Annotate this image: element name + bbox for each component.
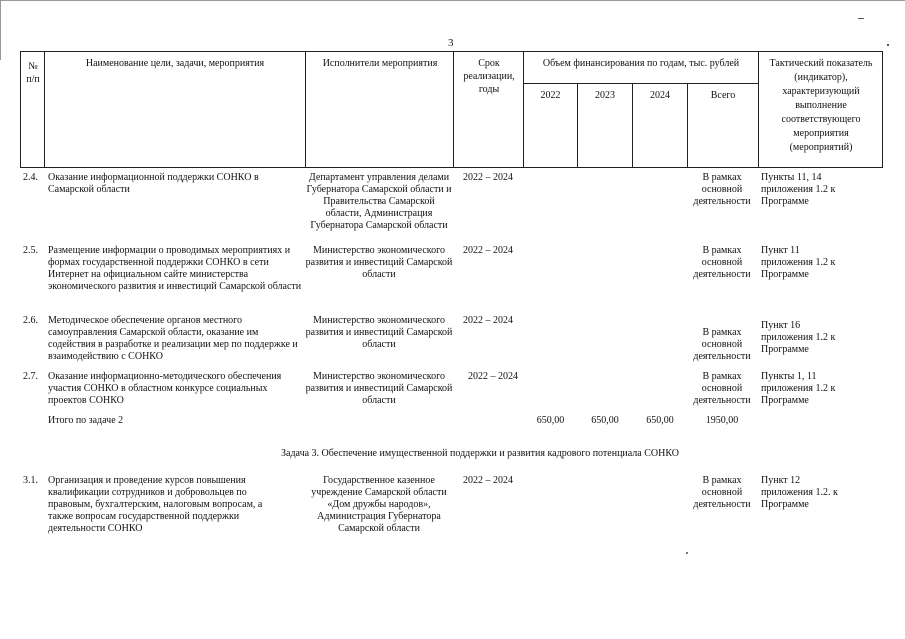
row-3-1-total: В рамках основной деятельности [693,475,751,510]
scan-edge-top [0,0,905,1]
row-2-7-name: Оказание информационно-методического обеспечения участия СОНКО в областном конкурсе социальных проектов СОНКО [48,371,282,406]
row-2-5-total: В рамках основной деятельности [693,245,751,280]
header-num: № п/п [26,61,40,85]
col-border-9 [882,51,883,168]
row-2-6-num: 2.6. [23,315,38,326]
scan-speck [887,44,889,46]
subtotal-label: Итого по задаче 2 [48,415,124,426]
row-2-5-indicator: Пункт 11 приложения 1.2 к Программе [761,245,836,280]
header-2023: 2023 [595,90,615,101]
funding-subheader-border [523,83,759,84]
row-2-4-executors: Департамент управления делами Губернатора Самарской области и Правительства Самарской области, Администрация Губернатора Самарской области [306,172,452,231]
table-header-bottom-border [20,167,883,168]
row-2-7-total: В рамках основной деятельности [693,371,751,406]
row-3-1-term: 2022 – 2024 [463,475,513,486]
header-term: Срок реализации, годы [463,58,515,95]
subtotal-total: 1950,00 [705,415,739,426]
subtotal-2024: 650,00 [646,415,674,426]
col-border-4 [523,51,524,168]
header-name: Наименование цели, задачи, мероприятия [85,58,265,69]
col-border-8 [758,51,759,168]
subtotal-2023: 650,00 [591,415,619,426]
row-2-6-indicator: Пункт 16 приложения 1.2 к Программе [761,320,836,355]
col-border-0 [20,51,21,168]
row-3-1-name: Организация и проведение курсов повышения квалификации сотрудников и добровольцев по правовым, бухгалтерским, налоговым вопросам, а также вопросам государственной поддержки деятельности СОНКО [48,475,263,534]
row-3-1-num: 3.1. [23,475,38,486]
row-2-5-executors: Министерство экономического развития и инвестиций Самарской области [305,245,453,280]
table-top-border [20,51,883,52]
row-2-6-term: 2022 – 2024 [463,315,513,326]
header-executors: Исполнители мероприятия [322,58,438,69]
row-2-4-total: В рамках основной деятельности [693,172,751,207]
scan-speck [858,18,864,19]
page-number: 3 [448,37,454,49]
header-total: Всего [710,90,736,101]
row-2-7-indicator: Пункты 1, 11 приложения 1.2 к Программе [761,371,836,406]
col-border-2 [305,51,306,168]
row-2-4-num: 2.4. [23,172,38,183]
row-2-4-indicator: Пункты 11, 14 приложения 1.2 к Программе [761,172,836,207]
row-2-7-num: 2.7. [23,371,38,382]
row-2-7-executors: Министерство экономического развития и инвестиций Самарской области [305,371,453,406]
col-border-1 [44,51,45,168]
scan-edge-left [0,0,1,60]
row-2-6-total: В рамках основной деятельности [693,327,751,362]
row-2-7-term: 2022 – 2024 [468,371,518,382]
row-2-6-executors: Министерство экономического развития и инвестиций Самарской области [305,315,453,350]
col-border-3 [453,51,454,168]
header-funding: Объем финансирования по годам, тыс. рублей [542,58,740,69]
task3-heading: Задача 3. Обеспечение имущественной поддержки и развития кадрового потенциала СОНКО [281,448,679,459]
row-3-1-indicator: Пункт 12 приложения 1.2. к Программе [761,475,838,510]
row-2-4-name: Оказание информационной поддержки СОНКО в Самарской области [48,172,259,195]
header-2022: 2022 [540,90,561,101]
row-2-5-name: Размещение информации о проводимых мероприятиях и формах государственной поддержки СОНКО в сети Интернет на официальном сайте министерства экономического развития и инвестиций Самарской области [48,245,302,292]
header-indicator: Тактический показатель (индикатор), характеризующий выполнение соответствующего мероприятия (мероприятий) [769,58,873,153]
row-2-5-term: 2022 – 2024 [463,245,513,256]
row-2-4-term: 2022 – 2024 [463,172,513,183]
header-2024: 2024 [650,90,670,101]
row-3-1-executors: Государственное казенное учреждение Самарской области «Дом дружбы народов», Администрация Губернатора Самарской области [311,475,447,534]
subtotal-2022: 650,00 [536,415,565,426]
row-2-5-num: 2.5. [23,245,38,256]
scan-speck [686,552,688,554]
row-2-6-name: Методическое обеспечение органов местного самоуправления Самарской области, оказание им содействия в разработке и реализации мер по поддержке и взаимодействию с СОНКО [48,315,298,362]
